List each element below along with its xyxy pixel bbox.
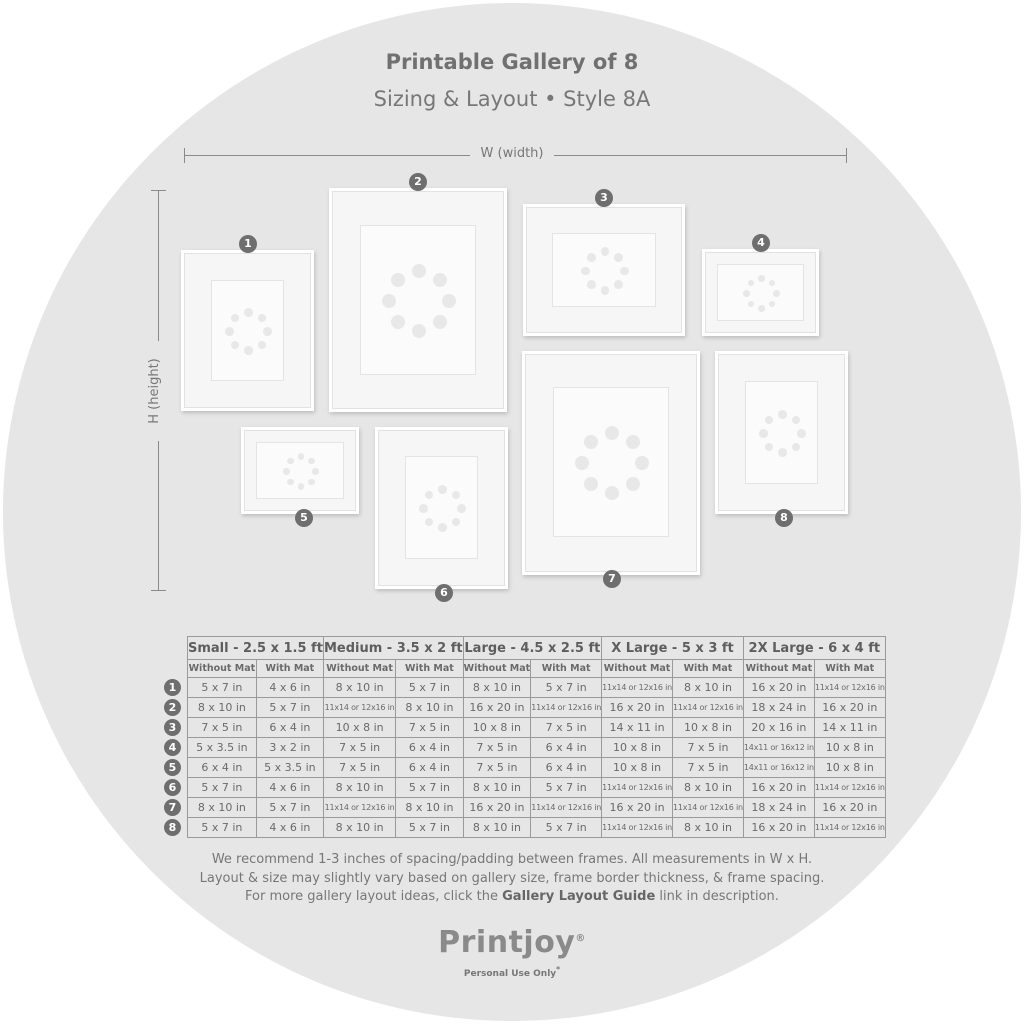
- table-cell: 8 x 10 in: [188, 698, 257, 718]
- table-cell: 16 x 20 in: [743, 818, 814, 838]
- frame-5-badge: 5: [295, 509, 313, 527]
- row-number-badge: 8: [164, 819, 181, 836]
- table-cell: 11x14 or 12x16 in: [673, 698, 744, 718]
- placeholder-dot: [584, 477, 598, 491]
- table-cell: 8 x 10 in: [673, 818, 744, 838]
- placeholder-dot: [773, 290, 780, 297]
- table-cell: 7 x 5 in: [323, 738, 395, 758]
- placeholder-dot: [614, 253, 623, 262]
- group-header-2xlarge: 2X Large - 6 x 4 ft: [743, 637, 885, 660]
- table-cell: 6 x 4 in: [531, 738, 602, 758]
- note-line-1: We recommend 1-3 inches of spacing/padding between frames. All measurements in W x H.: [211, 852, 813, 867]
- table-cell: 11x14 or 12x16 in: [531, 798, 602, 818]
- placeholder-dot: [584, 435, 598, 449]
- placeholder-dot: [759, 429, 768, 438]
- table-cell: 11x14 or 12x16 in: [814, 778, 885, 798]
- placeholder-dot: [308, 458, 315, 465]
- table-row: [188, 778, 886, 798]
- table-row: [188, 698, 886, 718]
- sub-header-with-mat: With Mat: [673, 660, 744, 678]
- table-cell: 14x11 or 16x12 in: [743, 738, 814, 758]
- group-header-large: Large - 4.5 x 2.5 ft: [463, 637, 602, 660]
- placeholder-dot: [283, 468, 290, 475]
- placeholder-dot: [769, 301, 776, 308]
- page-subtitle: Sizing & Layout • Style 8A: [373, 87, 651, 111]
- table-cell: 8 x 10 in: [463, 818, 531, 838]
- sub-header-without-mat: Without Mat: [463, 660, 531, 678]
- placeholder-dot: [743, 290, 750, 297]
- height-label: H (height): [146, 341, 164, 441]
- table-cell: 16 x 20 in: [814, 698, 885, 718]
- table-cell: 6 x 4 in: [256, 718, 323, 738]
- table-cell: 10 x 8 in: [323, 718, 395, 738]
- frame-2-mat: [360, 225, 476, 375]
- table-cell: 7 x 5 in: [673, 738, 744, 758]
- frame-1: [181, 250, 314, 411]
- table-cell: 16 x 20 in: [463, 698, 531, 718]
- table-cell: 5 x 7 in: [531, 778, 602, 798]
- table-cell: 8 x 10 in: [323, 778, 395, 798]
- sub-header-with-mat: With Mat: [531, 660, 602, 678]
- table-cell: 7 x 5 in: [188, 718, 257, 738]
- row-number-badge: 1: [164, 679, 181, 696]
- table-row: [188, 718, 886, 738]
- height-tick-bottom: [151, 590, 166, 591]
- table-cell: 5 x 7 in: [256, 798, 323, 818]
- placeholder-dot: [452, 518, 461, 527]
- row-number-badge: 6: [164, 779, 181, 796]
- frame-6-mat: [405, 456, 478, 559]
- placeholder-dot: [797, 429, 806, 438]
- placeholder-dot: [792, 443, 801, 452]
- placeholder-dot: [758, 305, 765, 312]
- table-cell: 4 x 6 in: [256, 778, 323, 798]
- table-cell: 8 x 10 in: [463, 778, 531, 798]
- table-cell: 5 x 7 in: [188, 778, 257, 798]
- table-cell: 10 x 8 in: [814, 738, 885, 758]
- placeholder-dot: [587, 253, 596, 262]
- table-cell: 5 x 7 in: [396, 818, 463, 838]
- placeholder-dot: [442, 294, 456, 308]
- placeholder-dot: [605, 486, 619, 500]
- placeholder-dot: [433, 315, 447, 329]
- note-line-3-suffix: link in description.: [655, 889, 779, 904]
- placeholder-dot: [412, 324, 426, 338]
- frame-2-badge: 2: [409, 173, 427, 191]
- sub-header-with-mat: With Mat: [396, 660, 463, 678]
- placeholder-dot: [575, 456, 589, 470]
- table-cell: 5 x 7 in: [396, 678, 463, 698]
- frame-2: [329, 188, 507, 412]
- placeholder-dot: [258, 314, 267, 323]
- placeholder-dot: [457, 504, 466, 513]
- table-sub-header-row: [188, 660, 886, 678]
- tagline-asterisk: *: [556, 965, 561, 974]
- table-cell: 10 x 8 in: [673, 718, 744, 738]
- table-cell: 8 x 10 in: [673, 778, 744, 798]
- placeholder-dot: [244, 308, 253, 317]
- table-cell: 11x14 or 12x16 in: [531, 698, 602, 718]
- frame-8-badge: 8: [775, 509, 793, 527]
- placeholder-dot: [391, 273, 405, 287]
- table-cell: 11x14 or 12x16 in: [602, 778, 673, 798]
- frame-8: [715, 351, 848, 514]
- placeholder-dot: [601, 286, 610, 295]
- table-cell: 8 x 10 in: [396, 798, 463, 818]
- frame-7-mat: [553, 387, 669, 537]
- placeholder-dot: [263, 327, 272, 336]
- placeholder-dot: [748, 280, 755, 287]
- placeholder-dot: [244, 346, 253, 355]
- frame-1-mat: [211, 280, 284, 381]
- table-row: [188, 678, 886, 698]
- placeholder-dot: [769, 280, 776, 287]
- placeholder-dot: [419, 504, 428, 513]
- table-cell: 11x14 or 12x16 in: [814, 678, 885, 698]
- frame-7: [522, 351, 700, 575]
- width-tick-left: [184, 148, 185, 163]
- placeholder-dot: [287, 479, 294, 486]
- table-cell: 7 x 5 in: [463, 758, 531, 778]
- table-cell: 5 x 7 in: [256, 698, 323, 718]
- frame-6: [375, 427, 508, 589]
- page-title: Printable Gallery of 8: [385, 50, 639, 74]
- height-tick-top: [151, 190, 166, 191]
- placeholder-dot: [635, 456, 649, 470]
- table-row: [188, 818, 886, 838]
- frame-5: [241, 427, 359, 514]
- placeholder-dot: [792, 416, 801, 425]
- brand-tagline-text: Personal Use Only: [463, 969, 557, 979]
- placeholder-dot: [425, 518, 434, 527]
- brand-logo: [0, 925, 1024, 960]
- row-number-badge: 2: [164, 699, 181, 716]
- row-number-badge: 3: [164, 719, 181, 736]
- row-number-badge: 7: [164, 799, 181, 816]
- frame-1-badge: 1: [239, 235, 257, 253]
- table-cell: 16 x 20 in: [602, 798, 673, 818]
- table-cell: 10 x 8 in: [814, 758, 885, 778]
- table-cell: 8 x 10 in: [463, 678, 531, 698]
- placeholder-dot: [308, 479, 315, 486]
- placeholder-dot: [382, 294, 396, 308]
- sub-header-without-mat: Without Mat: [323, 660, 395, 678]
- group-header-small: Small - 2.5 x 1.5 ft: [188, 637, 324, 660]
- frame-8-mat: [745, 381, 818, 484]
- placeholder-dot: [765, 443, 774, 452]
- table-cell: 16 x 20 in: [602, 698, 673, 718]
- table-cell: 6 x 4 in: [396, 738, 463, 758]
- table-cell: 18 x 24 in: [743, 698, 814, 718]
- frame-4-mat: [717, 264, 804, 321]
- table-cell: 20 x 16 in: [743, 718, 814, 738]
- table-row: [188, 738, 886, 758]
- brand-tagline: [0, 965, 1024, 979]
- table-row: [188, 798, 886, 818]
- table-row: [188, 758, 886, 778]
- table-cell: 10 x 8 in: [602, 758, 673, 778]
- gallery-layout-guide-text: Gallery Layout Guide: [502, 889, 656, 904]
- table-cell: 5 x 3.5 in: [256, 758, 323, 778]
- placeholder-dot: [614, 280, 623, 289]
- table-cell: 6 x 4 in: [396, 758, 463, 778]
- frame-3-badge: 3: [595, 189, 613, 207]
- placeholder-dot: [412, 264, 426, 278]
- group-header-xlarge: X Large - 5 x 3 ft: [602, 637, 744, 660]
- table-cell: 5 x 7 in: [188, 818, 257, 838]
- placeholder-dot: [601, 247, 610, 256]
- width-label: W (width): [470, 146, 554, 161]
- frame-7-badge: 7: [603, 570, 621, 588]
- frame-4-badge: 4: [752, 234, 770, 252]
- table-cell: 11x14 or 12x16 in: [323, 698, 395, 718]
- placeholder-dot: [298, 453, 305, 460]
- placeholder-dot: [231, 341, 240, 350]
- placeholder-dot: [258, 341, 267, 350]
- table-cell: 5 x 7 in: [188, 678, 257, 698]
- table-cell: 8 x 10 in: [323, 818, 395, 838]
- placeholder-dot: [626, 477, 640, 491]
- table-cell: 6 x 4 in: [188, 758, 257, 778]
- table-cell: 8 x 10 in: [323, 678, 395, 698]
- table-cell: 5 x 7 in: [531, 818, 602, 838]
- placeholder-dot: [231, 314, 240, 323]
- table-cell: 11x14 or 12x16 in: [814, 818, 885, 838]
- frame-4: [702, 249, 819, 336]
- placeholder-dot: [581, 267, 590, 276]
- placeholder-dot: [438, 523, 447, 532]
- placeholder-dot: [391, 315, 405, 329]
- placeholder-dot: [587, 280, 596, 289]
- placeholder-dot: [433, 273, 447, 287]
- placeholder-dot: [452, 491, 461, 500]
- table-cell: 7 x 5 in: [463, 738, 531, 758]
- table-cell: 14x11 or 16x12 in: [743, 758, 814, 778]
- table-group-header-row: [188, 637, 886, 660]
- table-cell: 5 x 3.5 in: [188, 738, 257, 758]
- table-cell: 14 x 11 in: [602, 718, 673, 738]
- frame-6-badge: 6: [435, 584, 453, 602]
- table-cell: 10 x 8 in: [463, 718, 531, 738]
- brand-name: Printjoy: [438, 925, 576, 960]
- frame-3-mat: [552, 233, 656, 307]
- table-cell: 11x14 or 12x16 in: [673, 798, 744, 818]
- group-header-medium: Medium - 3.5 x 2 ft: [323, 637, 463, 660]
- sub-header-with-mat: With Mat: [256, 660, 323, 678]
- width-tick-right: [846, 148, 847, 163]
- table-cell: 5 x 7 in: [396, 778, 463, 798]
- table-cell: 16 x 20 in: [814, 798, 885, 818]
- frame-5-mat: [256, 442, 344, 499]
- table-cell: 7 x 5 in: [673, 758, 744, 778]
- table-cell: 10 x 8 in: [602, 738, 673, 758]
- row-number-badge: 4: [164, 739, 181, 756]
- table-cell: 8 x 10 in: [188, 798, 257, 818]
- placeholder-dot: [778, 448, 787, 457]
- placeholder-dot: [748, 301, 755, 308]
- sub-header-without-mat: Without Mat: [602, 660, 673, 678]
- table-cell: 11x14 or 12x16 in: [323, 798, 395, 818]
- note-line-3-prefix: For more gallery layout ideas, click the: [245, 889, 503, 904]
- table-cell: 7 x 5 in: [323, 758, 395, 778]
- table-cell: 3 x 2 in: [256, 738, 323, 758]
- placeholder-dot: [626, 435, 640, 449]
- table-cell: 7 x 5 in: [531, 718, 602, 738]
- placeholder-dot: [225, 327, 234, 336]
- placeholder-dot: [758, 275, 765, 282]
- size-table: [187, 636, 886, 838]
- note-line-2: Layout & size may slightly vary based on gallery size, frame border thickness, & frame spacing.: [199, 870, 825, 886]
- table-cell: 8 x 10 in: [673, 678, 744, 698]
- row-number-badge: 5: [164, 759, 181, 776]
- table-body: [188, 678, 886, 838]
- frame-3: [523, 204, 685, 336]
- sub-header-with-mat: With Mat: [814, 660, 885, 678]
- placeholder-dot: [605, 426, 619, 440]
- table-cell: 16 x 20 in: [743, 678, 814, 698]
- table-cell: 11x14 or 12x16 in: [602, 818, 673, 838]
- table-cell: 11x14 or 12x16 in: [602, 678, 673, 698]
- notes: [0, 851, 1024, 907]
- placeholder-dot: [438, 485, 447, 494]
- placeholder-dot: [312, 468, 319, 475]
- placeholder-dot: [287, 458, 294, 465]
- placeholder-dot: [765, 416, 774, 425]
- table-cell: 14 x 11 in: [814, 718, 885, 738]
- table-cell: 18 x 24 in: [743, 798, 814, 818]
- sub-header-without-mat: Without Mat: [743, 660, 814, 678]
- table-cell: 7 x 5 in: [396, 718, 463, 738]
- registered-mark: ®: [575, 933, 586, 944]
- table-cell: 4 x 6 in: [256, 678, 323, 698]
- note-line-3: [0, 888, 1024, 907]
- placeholder-dot: [778, 410, 787, 419]
- placeholder-dot: [298, 483, 305, 490]
- sub-header-without-mat: Without Mat: [188, 660, 257, 678]
- table-cell: 4 x 6 in: [256, 818, 323, 838]
- table-cell: 6 x 4 in: [531, 758, 602, 778]
- placeholder-dot: [620, 267, 629, 276]
- table-cell: 8 x 10 in: [396, 698, 463, 718]
- table-cell: 5 x 7 in: [531, 678, 602, 698]
- table-cell: 16 x 20 in: [463, 798, 531, 818]
- placeholder-dot: [425, 491, 434, 500]
- table-cell: 16 x 20 in: [743, 778, 814, 798]
